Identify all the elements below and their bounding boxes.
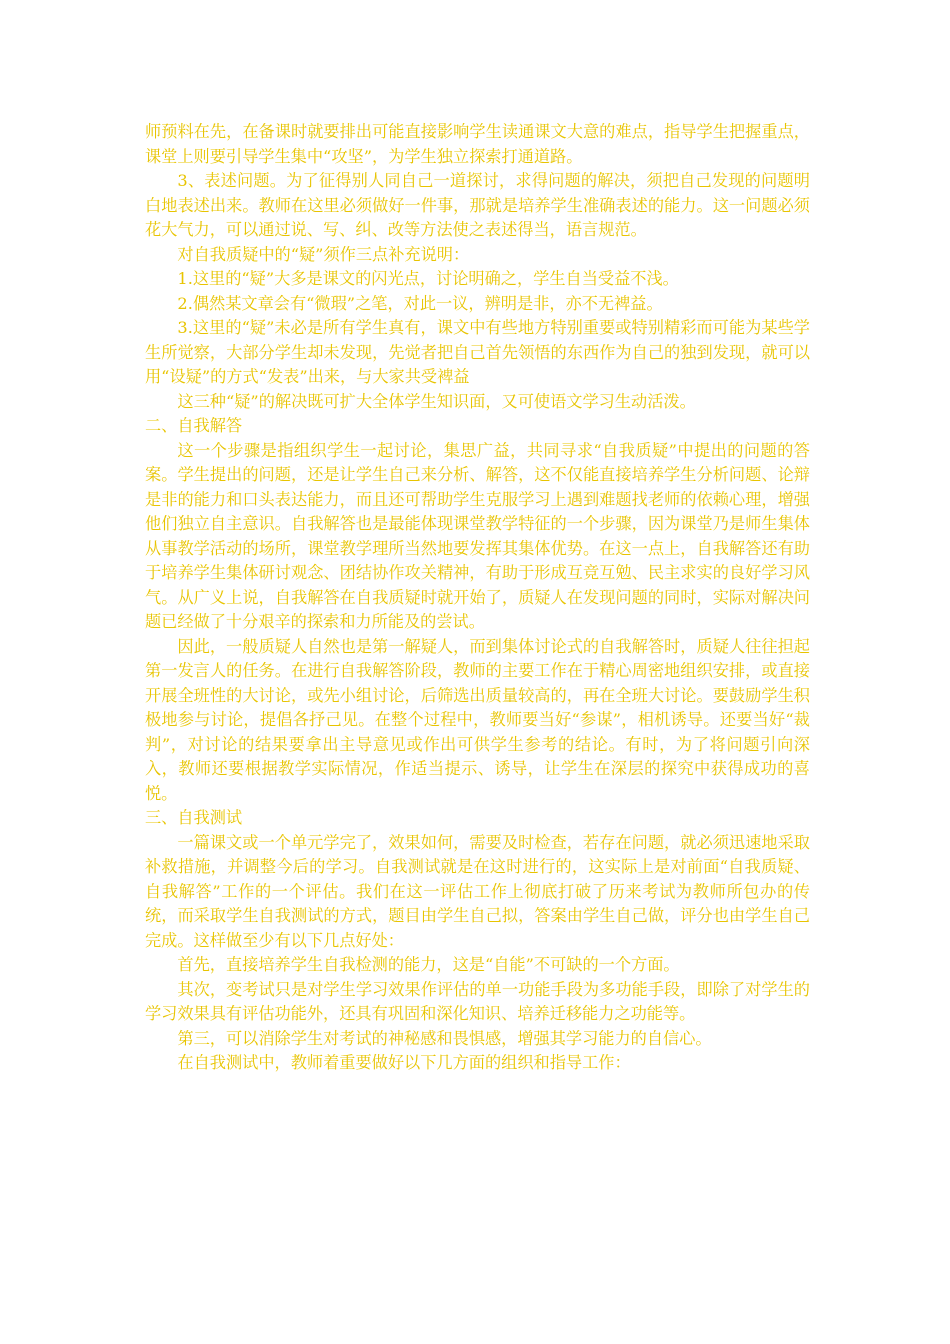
paragraph-express-question: 3、表述问题。为了征得别人同自己一道探讨，求得问题的解决，须把自己发现的问题明白地表述出来。教师在这里必须做好一件事，那就是培养学生准确表述的能力。这一问题必须花大气力，可以通过说、写、纠、改等方法使之表述得当，语言规范。 [145,171,810,239]
list-item-2: 2.偶然某文章会有“微瑕”之笔，对此一议，辨明是非，亦不无裨益。 [177,293,663,313]
paragraph-self-test-1: 一篇课文或一个单元学完了，效果如何，需要及时检查，若存在问题，就必须迅速地采取补救措施，并调整今后的学习。自我测试就是在这时进行的，这实际上是对前面“自我质疑、自我解答”工作的一个评估。我们在这一评估工作上彻底打破了历来考试为教师所包办的传统，而采取学生自我测试的方式，题目由学生自己拟，答案由学生自己做，评分也由学生自己完成。这样做至少有以下几点好处： [145,832,810,950]
list-item-1: 1.这里的“疑”大多是课文的闪光点，讨论明确之，学生自当受益不浅。 [177,269,679,288]
section-heading-self-test: 三、自我测试 [145,808,243,827]
paragraph-continuation: 师预料在先，在备课时就要排出可能直接影响学生读通课文大意的难点，指导学生把握重点，课堂上则要引导学生集中“攻坚”，为学生独立探索打通道路。 [145,122,810,166]
paragraph-teacher-guidance: 在自我测试中，教师着重要做好以下几方面的组织和指导工作： [177,1053,631,1072]
paragraph-benefit-first: 首先，直接培养学生自我检测的能力，这是“自能”不可缺的一个方面。 [177,955,680,974]
section-heading-self-answer: 二、自我解答 [145,416,243,435]
document-body [145,120,810,1076]
list-item-3: 3.这里的“疑”未必是所有学生真有，课文中有些地方特别重要或特别精彩而可能为某些学生所觉察，大部分学生却未发现，先觉者把自己首先领悟的东西作为自己的独到发现，就可以用“设疑”的方式“发表”出来，与大家共受裨益 [145,318,810,386]
paragraph-self-answer-1: 这一个步骤是指组织学生一起讨论，集思广益，共同寻求“自我质疑”中提出的问题的答案。学生提出的问题，还是让学生自己来分析、解答，这不仅能直接培养学生分析问题、论辩是非的能力和口头表达能力，而且还可帮助学生克服学习上遇到难题找老师的依赖心理，增强他们独立自主意识。自我解答也是最能体现课堂教学特征的一个步骤，因为课堂乃是师生集体从事教学活动的场所，课堂教学理所当然地要发挥其集体优势。在这一点上，自我解答还有助于培养学生集体研讨观念、团结协作攻关精神，有助于形成互竞互勉、民主求实的良好学习风气。从广义上说，自我解答在自我质疑时就开始了，质疑人在发现问题的同时，实际对解决问题已经做了十分艰辛的探索和力所能及的尝试。 [145,440,810,631]
paragraph-benefit-second: 其次，变考试只是对学生学习效果作评估的单一功能手段为多功能手段，即除了对学生的学习效果具有评估功能外，还具有巩固和深化知识、培养迁移能力之功能等。 [145,979,810,1023]
paragraph-supplement-intro: 对自我质疑中的“疑”须作三点补充说明： [177,244,470,264]
paragraph-self-answer-2: 因此，一般质疑人自然也是第一解疑人，而到集体讨论式的自我解答时，质疑人往往担起第一发言人的任务。在进行自我解答阶段，教师的主要工作在于精心周密地组织安排，或直接开展全班性的大讨论，或先小组讨论，后筛选出质量较高的，再在全班大讨论。要鼓励学生积极地参与讨论，提倡各抒己见。在整个过程中，教师要当好“参谋”，相机诱导。还要当好“裁判”，对讨论的结果要拿出主导意见或作出可供学生参考的结论。有时，为了将问题引向深入，教师还要根据教学实际情况，作适当提示、诱导，让学生在深层的探究中获得成功的喜悦。 [145,636,810,803]
paragraph-summary: 这三种“疑”的解决既可扩大全体学生知识面，又可使语文学习生动活泼。 [177,391,696,411]
paragraph-benefit-third: 第三，可以消除学生对考试的神秘感和畏惧感，增强其学习能力的自信心。 [177,1028,712,1048]
